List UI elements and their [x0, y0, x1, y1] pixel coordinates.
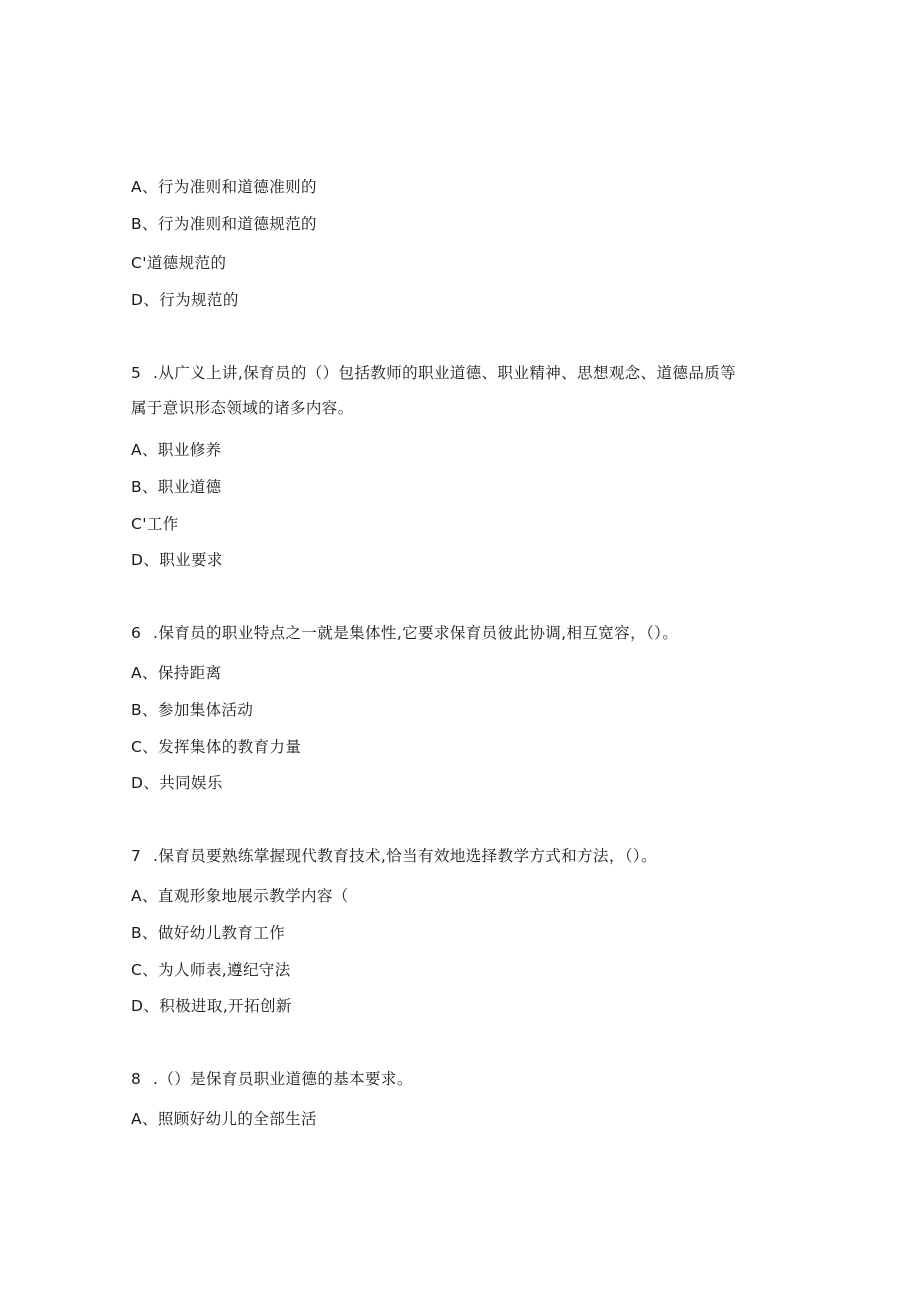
q6-stem	[131, 623, 678, 643]
q6-stem-text-1: .保育员的职业特点之一就是集体性,它要求保育员彼此协调,相互宽容，（）。	[153, 624, 679, 642]
q5-stem	[131, 363, 736, 383]
q4-option-c: C'道德规范的	[131, 254, 227, 272]
q5-option-c: C'工作	[131, 515, 179, 533]
q5-option-b: B、职业道德	[131, 478, 222, 496]
q7-number: 7	[131, 847, 142, 865]
q6-option-b: B、参加集体活动	[131, 701, 254, 719]
q5-number: 5	[131, 364, 142, 382]
q7-stem-text-1: .保育员要熟练掌握现代教育技术,恰当有效地选择教学方式和方法，（）。	[153, 847, 657, 865]
q7-option-d: D、积极进取,开拓创新	[131, 997, 292, 1015]
q8-stem	[131, 1069, 413, 1089]
q6-option-c: C、发挥集体的教育力量	[131, 738, 302, 756]
q4-option-b: B、行为准则和道德规范的	[131, 215, 317, 233]
q7-option-c: C、为人师表,遵纪守法	[131, 961, 291, 979]
q4-option-a: A、行为准则和道德准则的	[131, 178, 317, 196]
q8-option-a: A、照顾好幼儿的全部生活	[131, 1110, 317, 1128]
q7-option-b: B、做好幼儿教育工作	[131, 924, 286, 942]
q8-number: 8	[131, 1070, 142, 1088]
q7-stem	[131, 846, 657, 866]
q6-option-a: A、保持距离	[131, 664, 222, 682]
q5-stem-text-1: .从广义上讲,保育员的（）包括教师的职业道德、职业精神、思想观念、道德品质等	[153, 364, 737, 382]
q5-option-a: A、职业修养	[131, 441, 222, 459]
q4-option-d: D、行为规范的	[131, 291, 239, 309]
q5-option-d: D、职业要求	[131, 551, 223, 569]
q8-stem-text-1: .（）是保育员职业道德的基本要求。	[153, 1070, 413, 1088]
q6-number: 6	[131, 624, 142, 642]
q6-option-d: D、共同娱乐	[131, 774, 223, 792]
q5-stem-text-2: 属于意识形态领域的诸多内容。	[131, 399, 354, 417]
q7-option-a: A、直观形象地展示教学内容（	[131, 887, 349, 905]
